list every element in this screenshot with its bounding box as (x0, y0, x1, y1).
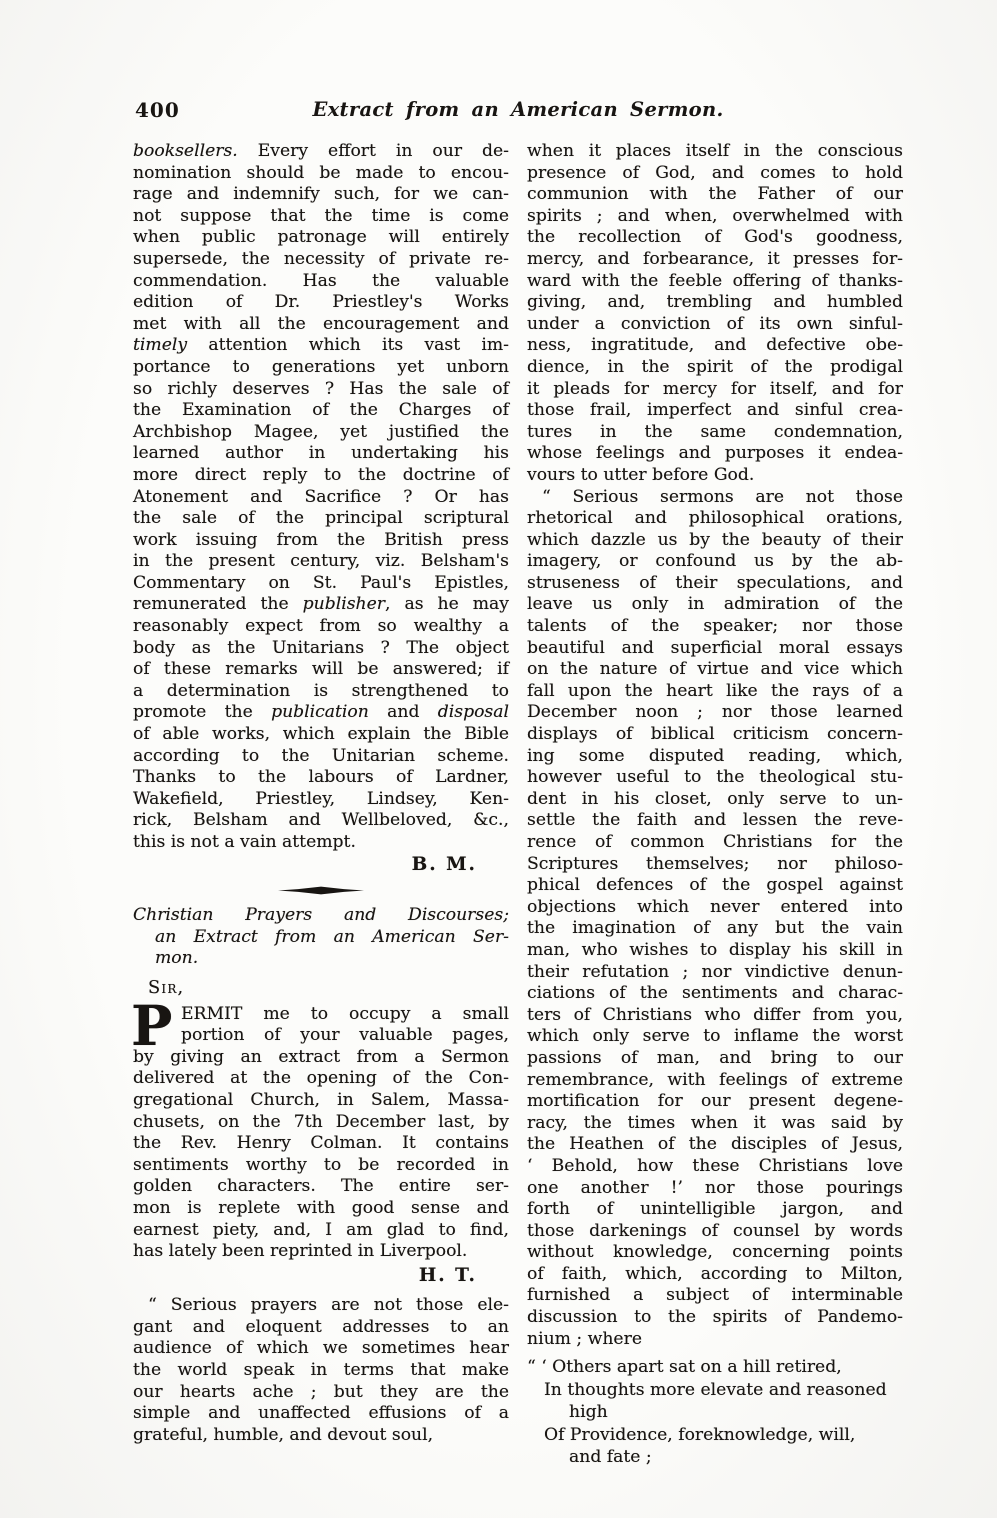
section-divider (133, 875, 509, 905)
poem-quotation (527, 1357, 903, 1470)
text-line: golden characters. The entire ser- (133, 1176, 509, 1197)
text-line: In thoughts more elevate and reasoned (544, 1379, 887, 1400)
signature-bm: B. M. (411, 853, 477, 875)
text-line: of able works, which explain the Bible (133, 724, 509, 745)
text-line: the imagination of any but the vain (527, 918, 903, 939)
text-line: of these remarks will be answered; if (133, 659, 509, 680)
text-line: on the nature of virtue and vice which (527, 659, 903, 680)
text-line: struseness of their speculations, and (527, 572, 903, 593)
text-line: mercy, and forbearance, it presses for- (527, 248, 903, 269)
text-line: discussion to the spirits of Pandemo- (527, 1307, 903, 1328)
text-line: delivered at the opening of the Con- (133, 1068, 509, 1089)
text-line: when it places itself in the conscious (527, 141, 903, 161)
text-line: supersede, the necessity of private re- (133, 248, 509, 269)
text-line: Of Providence, foreknowledge, will, (544, 1424, 856, 1445)
text-line: the recollection of God's goodness, (527, 227, 903, 248)
text-line: mon is replete with good sense and (133, 1197, 509, 1218)
text-line: giving, and, trembling and humbled (527, 292, 903, 313)
text-line: chusets, on the 7th December last, by (133, 1111, 509, 1132)
text-line: has lately been reprinted in Liverpool. (133, 1241, 468, 1262)
text-line: and fate ; (569, 1447, 652, 1468)
text-line: by giving an extract from a Sermon (133, 1046, 509, 1067)
text-line: the Rev. Henry Colman. It contains (133, 1133, 509, 1154)
text-line: nomination should be made to encou- (133, 162, 509, 183)
text-line: gant and eloquent addresses to an (133, 1316, 509, 1337)
text-line: “ ‘ Others apart sat on a hill retired, (527, 1357, 842, 1378)
text-line: rence of common Christians for the (527, 832, 903, 852)
text-line: met with all the encouragement and (133, 313, 509, 334)
text-line: their refutation ; nor vindictive denun- (527, 961, 903, 982)
text-line: displays of biblical criticism concern- (527, 724, 903, 745)
text-line: portance to generations yet unborn (133, 356, 509, 377)
text-line: gregational Church, in Salem, Massa- (133, 1089, 509, 1110)
text-line: man, who wishes to display his skill in (527, 939, 903, 960)
running-title: Extract from an American Sermon. (312, 98, 724, 121)
text-line: simple and unaffected effusions of a (133, 1403, 509, 1424)
text-line: rick, Belsham and Wellbeloved, &c., (133, 810, 509, 831)
text-line: sentiments worthy to be recorded in (133, 1154, 509, 1175)
text-line: without knowledge, concerning points (527, 1242, 903, 1263)
left-column (133, 141, 509, 1470)
text-line: which dazzle us by the beauty of their (527, 529, 903, 550)
text-line: leave us only in admiration of the (527, 594, 903, 615)
text-line: ‘ Behold, how these Christians love (527, 1155, 903, 1176)
text-line: spirits ; and when, overwhelmed with (527, 205, 903, 226)
text-line: this is not a vain attempt. (133, 832, 356, 852)
article-heading (133, 905, 509, 970)
text-line: promote the publication and disposal (133, 702, 509, 723)
text-line: an Extract from an American Ser- (155, 926, 509, 947)
swelled-rule-icon (278, 886, 364, 895)
text-line: ing some disputed reading, which, (527, 745, 903, 766)
text-line: according to the Unitarian scheme. (133, 745, 509, 766)
right-column (527, 141, 903, 1470)
text-line: “ Serious sermons are not those (542, 486, 903, 507)
text-line: Christian Prayers and Discourses; (133, 905, 509, 926)
text-line: it pleads for mercy for itself, and for (527, 378, 903, 399)
text-line: which only serve to inflame the worst (527, 1026, 903, 1047)
text-line: phical defences of the gospel against (527, 875, 903, 896)
text-line: forth of unintelligible jargon, and (527, 1199, 903, 1220)
text-line: of faith, which, according to Milton, (527, 1263, 903, 1284)
text-line: ness, ingratitude, and defective obe- (527, 335, 903, 356)
text-line: Atonement and Sacrifice ? Or has (133, 486, 509, 507)
text-line: mon. (155, 948, 199, 969)
text-line: ciations of the sentiments and charac- (527, 983, 903, 1004)
text-line: Thanks to the labours of Lardner, (133, 767, 509, 788)
signature-ht: H. T. (418, 1264, 477, 1286)
text-line: settle the faith and lessen the reve- (527, 810, 903, 831)
text-line: dent in his closet, only serve to un- (527, 788, 903, 809)
text-line: booksellers. Every effort in our de- (133, 141, 509, 161)
text-line: objections which never entered into (527, 896, 903, 917)
text-line: those frail, imperfect and sinful crea- (527, 400, 903, 421)
text-line: ters of Christians who differ from you, (527, 1004, 903, 1025)
text-line: racy, the times when it was said by (527, 1112, 903, 1133)
paragraph-booksellers (133, 141, 509, 854)
text-line: the Heathen of the disciples of Jesus, (527, 1134, 903, 1155)
text-line: communion with the Father of our (527, 184, 903, 205)
text-line: earnest piety, and, I am glad to find, (133, 1219, 509, 1240)
text-line: audience of which we sometimes hear (133, 1338, 509, 1359)
text-line: ERMIT me to occupy a small (181, 1003, 509, 1024)
text-line: beautiful and superficial moral essays (527, 637, 903, 658)
text-line: Scriptures themselves; nor philoso- (527, 853, 903, 874)
text-line: timely attention which its vast im- (133, 335, 509, 356)
page-number: 400 (135, 98, 180, 122)
text-line: furnished a subject of interminable (527, 1285, 903, 1306)
text-line: Wakefield, Priestley, Lindsey, Ken- (133, 788, 509, 809)
text-line: portion of your valuable pages, (181, 1025, 509, 1046)
paragraph-serious-sermons (527, 487, 903, 1351)
text-line: nium ; where (527, 1328, 642, 1349)
text-line: learned author in undertaking his (133, 443, 509, 464)
dropcap-letter: P (131, 992, 173, 1058)
text-line: fall upon the heart like the rays of a (527, 680, 903, 701)
text-line: high (569, 1402, 608, 1423)
text-line: December noon ; nor those learned (527, 702, 903, 723)
text-line: whose feelings and purposes it endea- (527, 443, 903, 464)
text-line: so richly deserves ? Has the sale of (133, 378, 509, 399)
paragraph-conscious-presence (527, 141, 903, 487)
text-line: imagery, or confound us by the ab- (527, 551, 903, 572)
two-column-text-block (133, 141, 903, 1470)
text-line: rhetorical and philosophical orations, (527, 508, 903, 529)
text-line: however useful to the theological stu- (527, 767, 903, 788)
text-line: ward with the feeble offering of thanks- (527, 270, 903, 291)
text-line: when public patronage will entirely (133, 227, 509, 248)
text-line: passions of man, and bring to our (527, 1047, 903, 1068)
text-line: those darkenings of counsel by words (527, 1220, 903, 1241)
text-line: dience, in the spirit of the prodigal (527, 356, 903, 377)
text-line: the world speak in terms that make (133, 1360, 509, 1381)
text-line: Commentary on St. Paul's Epistles, (133, 572, 509, 593)
text-line: tures in the same condemnation, (527, 421, 903, 442)
text-line: not suppose that the time is come (133, 205, 509, 226)
text-line: our hearts ache ; but they are the (133, 1381, 509, 1402)
text-line: talents of the speaker; nor those (527, 616, 903, 637)
text-line: the sale of the principal scriptural (133, 508, 509, 529)
text-line: rage and indemnify such, for we can- (133, 184, 509, 205)
text-line: remunerated the publisher, as he may (133, 594, 509, 615)
paragraph-serious-prayers (133, 1295, 509, 1446)
text-line: work issuing from the British press (133, 529, 509, 550)
text-line: more direct reply to the doctrine of (133, 464, 509, 485)
paragraph-permit-lines (131, 992, 509, 1263)
text-line: one another !’ nor those pourings (527, 1177, 903, 1198)
text-line: vours to utter before God. (527, 464, 755, 485)
text-line: remembrance, with feelings of extreme (527, 1069, 903, 1090)
running-header (133, 98, 903, 121)
text-line: grateful, humble, and devout soul, (133, 1424, 434, 1445)
text-line: commendation. Has the valuable (133, 270, 509, 291)
text-line: mortification for our present degene- (527, 1091, 903, 1112)
text-line: presence of God, and comes to hold (527, 162, 903, 183)
text-line: “ Serious prayers are not those ele- (148, 1295, 509, 1316)
paragraph-permit (131, 992, 509, 1263)
text-line: Archbishop Magee, yet justified the (133, 421, 509, 442)
text-line: reasonably expect from so wealthy a (133, 616, 509, 637)
text-line: under a conviction of its own sinful- (527, 313, 903, 334)
salutation: Sir, (148, 976, 185, 998)
text-line: a determination is strengthened to (133, 680, 509, 701)
text-line: in the present century, viz. Belsham's (133, 551, 509, 572)
text-line: body as the Unitarians ? The object (133, 637, 509, 658)
text-line: edition of Dr. Priestley's Works (133, 292, 509, 313)
text-line: the Examination of the Charges of (133, 400, 509, 421)
